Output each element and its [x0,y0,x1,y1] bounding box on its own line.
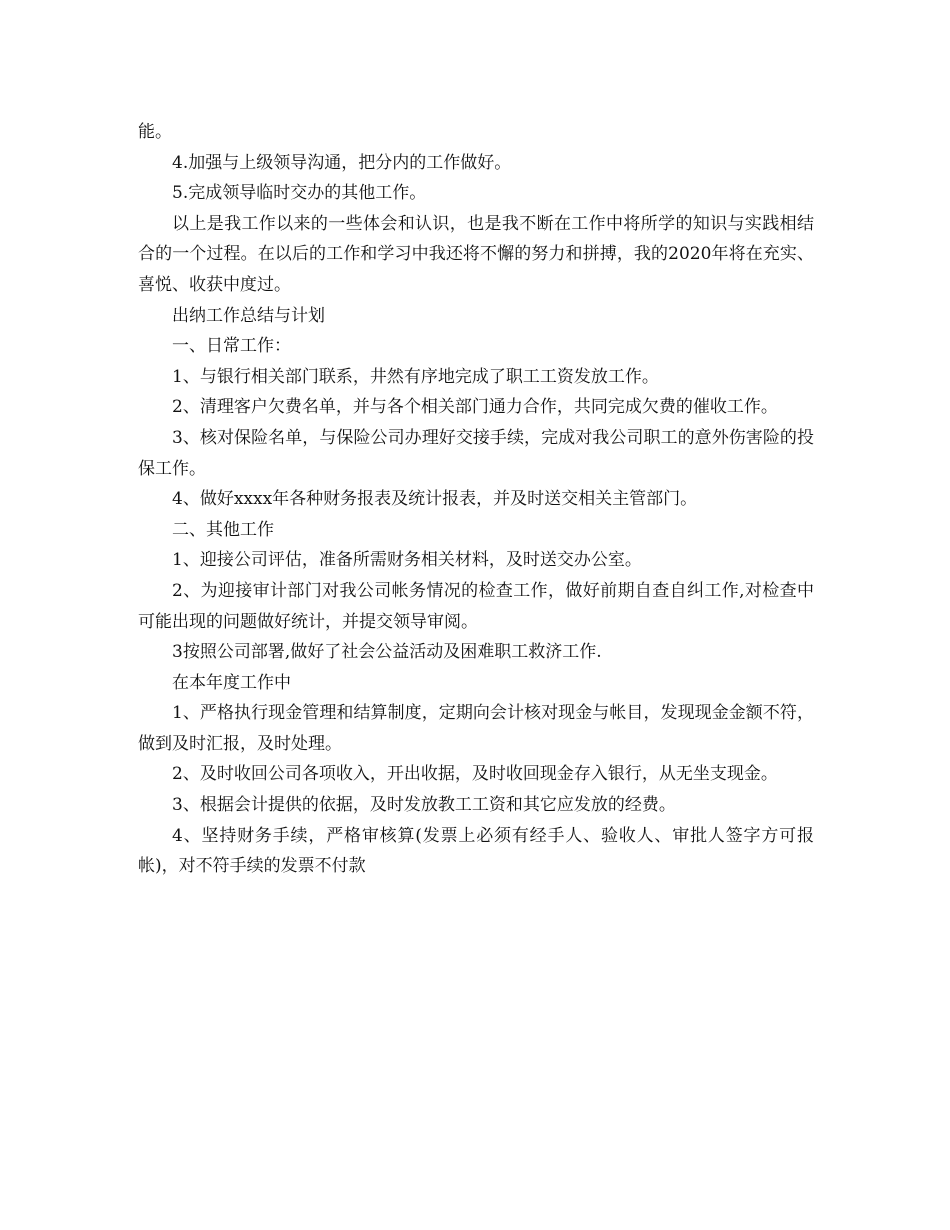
document-body [138,117,814,882]
list-item: 1、与银行相关部门联系，井然有序地完成了职工工资发放工作。 [172,366,659,387]
paragraph: 5.完成领导临时交办的其他工作。 [172,183,427,204]
list-item: 2、清理客户欠费名单，并与各个相关部门通力合作，共同完成欠费的催收工作。 [172,397,778,418]
paragraph: 4.加强与上级领导沟通，把分内的工作做好。 [172,152,512,173]
section-heading: 在本年度工作中 [172,672,291,693]
list-item: 2、及时收回公司各项收入，开出收据，及时收回现金存入银行，从无坐支现金。 [172,764,778,785]
list-item: 1、迎接公司评估，准备所需财务相关材料，及时送交办公室。 [172,550,642,571]
list-item: 1、严格执行现金管理和结算制度，定期向会计核对现金与帐目，发现现金金额不符，做到及时汇报，及时处理。 [138,703,814,754]
list-item: 3、核对保险名单，与保险公司办理好交接手续，完成对我公司职工的意外伤害险的投保工作。 [138,427,814,479]
section-heading: 一、日常工作： [172,336,291,357]
paragraph: 以上是我工作以来的一些体会和认识，也是我不断在工作中将所学的知识与实践相结合的一个过程。在以后的工作和学习中我还将不懈的努力和拼搏，我的2020年将在充实、喜悦、收获中度过。 [138,213,814,295]
section-title: 出纳工作总结与计划 [172,305,325,326]
paragraph: 能。 [138,122,172,142]
list-item: 3按照公司部署,做好了社会公益活动及困难职工救济工作. [172,642,602,663]
list-item: 2、为迎接审计部门对我公司帐务情况的检查工作，做好前期自查自纠工作,对检查中可能出现的问题做好统计，并提交领导审阅。 [138,580,814,632]
list-item: 4、做好xxxx年各种财务报表及统计报表，并及时送交相关主管部门。 [172,489,698,510]
section-heading: 二、其他工作 [172,519,274,540]
list-item: 3、根据会计提供的依据，及时发放教工工资和其它应发放的经费。 [172,795,676,816]
list-item: 4、坚持财务手续，严格审核算(发票上必须有经手人、验收人、审批人签字方可报帐)，对不符手续的发票不付款 [138,825,814,877]
